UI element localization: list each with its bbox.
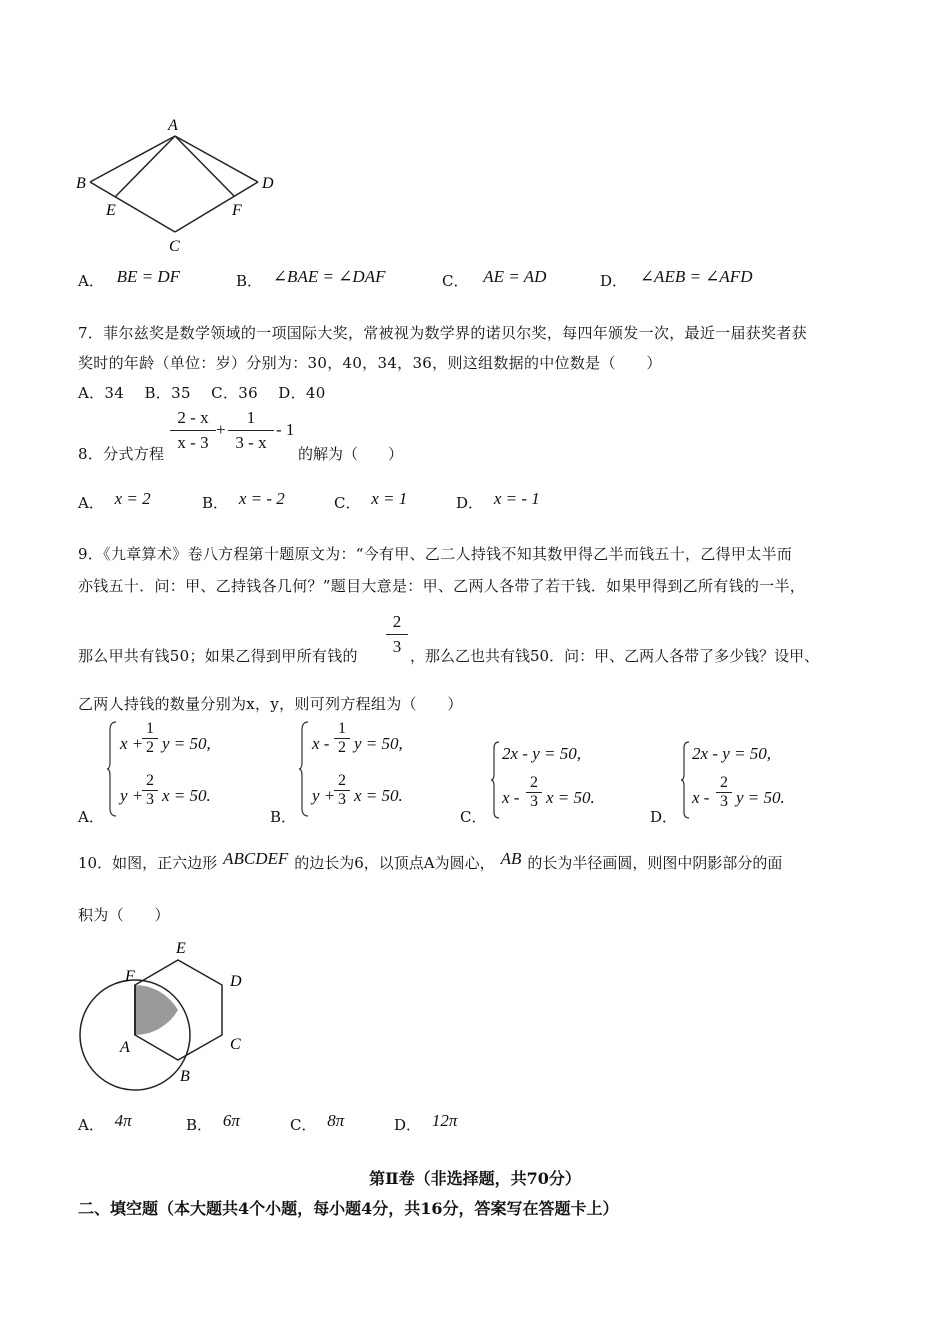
brace-icon xyxy=(490,740,500,820)
eq-row-2: x - xyxy=(502,788,520,807)
option-expr: ∠BAE = ∠DAF xyxy=(272,267,386,286)
eq-row-1: 2x - y = 50, xyxy=(502,744,581,763)
eq-row-2: x - xyxy=(692,788,710,807)
q10-stem-line1 xyxy=(78,849,783,873)
q10-stem-part1: 10．如图，正六边形 xyxy=(78,854,218,872)
q10-stem-part3: 的长为半径画圆，则图中阴影部分的面 xyxy=(527,854,783,872)
eq-row-2: y + xyxy=(120,786,144,805)
q10-option-d[interactable] xyxy=(394,1111,458,1135)
fig10-label-c: C xyxy=(230,1036,241,1053)
option-label: C． xyxy=(442,272,469,290)
q9-stem-line3b: ，那么乙也共有钱50．问：甲、乙两人各带了多少钱？设甲、 xyxy=(410,647,820,665)
q9-option-c[interactable] xyxy=(460,738,640,824)
option-expr: x = - 1 xyxy=(493,489,540,508)
fraction-denominator: x - 3 xyxy=(177,433,209,452)
option-label: B． xyxy=(202,494,229,512)
option-expr: BE = DF xyxy=(116,267,181,286)
option-label: A． xyxy=(78,272,104,290)
q8-rhs: - 1 xyxy=(276,420,295,439)
eq-row-1-rest: y = 50, xyxy=(354,734,403,753)
q10-option-c[interactable] xyxy=(290,1111,345,1135)
option-label: D． xyxy=(600,272,628,290)
q10-stem-line2: 积为（ ） xyxy=(78,906,170,924)
q7-options[interactable]: A．34 B．35 C．36 D．40 xyxy=(78,384,326,402)
q7-stem-line1: 7．菲尔兹奖是数学领域的一项国际大奖，常被视为数学界的诺贝尔奖，每四年颁发一次，最近一届获奖者获 xyxy=(78,324,807,342)
fraction-denominator: 3 xyxy=(392,637,402,656)
option-label: C． xyxy=(290,1116,317,1134)
brace-icon xyxy=(680,740,690,820)
eq-row-1-rest: y = 50, xyxy=(162,734,211,753)
q8-fraction-2 xyxy=(228,408,274,453)
eq-row-2-rest: y = 50. xyxy=(736,788,785,807)
fig10-label-e: E xyxy=(176,940,186,957)
option-label: D． xyxy=(394,1116,422,1134)
q6-option-b[interactable] xyxy=(236,267,386,291)
q8-stem-prefix: 8．分式方程 xyxy=(78,445,165,463)
section-title: 第Ⅱ卷（非选择题，共70分） xyxy=(369,1169,581,1188)
q9-stem-line1: 9．《九章算术》卷八方程第十题原文为：“今有甲、乙二人持钱不知其数甲得乙半而钱五十，乙得甲太半而 xyxy=(78,545,793,563)
q9-option-a[interactable] xyxy=(78,718,258,826)
eq-fraction-1: 1 2 xyxy=(334,720,350,757)
q6-option-a[interactable] xyxy=(78,267,181,291)
fraction-numerator: 1 xyxy=(246,408,256,427)
eq-row-2-rest: x = 50. xyxy=(546,788,595,807)
q6-option-d[interactable] xyxy=(600,267,753,291)
brace-icon xyxy=(298,720,310,818)
option-expr: 8π xyxy=(327,1111,345,1130)
option-label: B． xyxy=(186,1116,213,1134)
option-expr: 12π xyxy=(431,1111,458,1130)
eq-row-2-rest: x = 50. xyxy=(354,786,403,805)
q10-option-a[interactable] xyxy=(78,1111,132,1135)
q8-fraction-1 xyxy=(170,408,216,453)
q8-stem-suffix: 的解为（ ） xyxy=(298,445,404,463)
option-label: A． xyxy=(78,494,104,512)
option-expr: ∠AEB = ∠AFD xyxy=(639,267,753,286)
q8-plus: + xyxy=(216,420,226,439)
q9-stem-line3a: 那么甲共有钱50；如果乙得到甲所有钱的 xyxy=(78,647,358,665)
eq-fraction-1: 1 2 xyxy=(142,720,158,757)
eq-fraction-2: 2 3 xyxy=(142,772,158,809)
eq-row-2-rest: x = 50. xyxy=(162,786,211,805)
q10-hexagon-name: ABCDEF xyxy=(223,849,289,868)
fig6-label-e: E xyxy=(106,202,116,219)
fig6-label-f: F xyxy=(232,202,242,219)
fig10-label-d: D xyxy=(230,973,242,990)
option-label: C． xyxy=(460,808,487,826)
brace-icon xyxy=(106,720,118,818)
q10-stem-part2: 的边长为6，以顶点A为圆心， xyxy=(294,854,495,872)
q9-fraction xyxy=(386,612,408,657)
eq-row-2: y + xyxy=(312,786,336,805)
q6-option-c[interactable] xyxy=(442,267,547,291)
eq-fraction-2: 2 3 xyxy=(334,772,350,809)
option-expr: 4π xyxy=(114,1111,132,1130)
section-heading: 二、填空题（本大题共4个小题，每小题4分，共16分，答案写在答题卡上） xyxy=(78,1199,619,1218)
fig6-label-a: A xyxy=(168,117,178,134)
eq-row-1: x - xyxy=(312,734,330,753)
option-label: B． xyxy=(236,272,263,290)
fig10-label-a: A xyxy=(120,1039,130,1056)
fraction-numerator: 2 - x xyxy=(177,408,209,427)
q9-stem-line4: 乙两人持钱的数量分别为x，y，则可列方程组为（ ） xyxy=(78,695,463,713)
q10-radius-name: AB xyxy=(500,849,522,868)
fig6-label-c: C xyxy=(169,238,180,255)
option-expr: AE = AD xyxy=(483,267,547,286)
fraction-denominator: 3 - x xyxy=(235,433,267,452)
q8-option-d[interactable] xyxy=(456,489,540,513)
option-expr: x = 2 xyxy=(114,489,151,508)
option-label: D． xyxy=(456,494,484,512)
option-expr: x = - 2 xyxy=(238,489,285,508)
q10-option-b[interactable] xyxy=(186,1111,240,1135)
option-expr: 6π xyxy=(222,1111,240,1130)
option-label: A． xyxy=(78,1116,104,1134)
q9-stem-line2: 亦钱五十．问：甲、乙持钱各几何？”题目大意是：甲、乙两人各带了若干钱．如果甲得到乙所有钱的一半， xyxy=(78,577,806,595)
fig6-label-d: D xyxy=(262,175,274,192)
option-label: A． xyxy=(78,808,104,826)
fig10-label-b: B xyxy=(180,1068,190,1085)
option-label: D． xyxy=(650,808,678,826)
option-label: B． xyxy=(270,808,297,826)
q8-option-a[interactable] xyxy=(78,489,151,513)
eq-fraction-2: 2 3 xyxy=(716,774,732,811)
q8-option-c[interactable] xyxy=(334,489,408,513)
q10-figure xyxy=(70,935,270,1095)
fig10-label-f: F xyxy=(125,968,135,985)
option-label: C． xyxy=(334,494,361,512)
eq-fraction-2: 2 3 xyxy=(526,774,542,811)
eq-row-1: 2x - y = 50, xyxy=(692,744,771,763)
q9-option-d[interactable] xyxy=(650,738,830,824)
fraction-numerator: 2 xyxy=(392,612,402,631)
option-expr: x = 1 xyxy=(371,489,408,508)
q7-stem-line2: 奖时的年龄（单位：岁）分别为：30，40，34，36，则这组数据的中位数是（ ） xyxy=(78,354,662,372)
q6-figure xyxy=(70,112,290,257)
eq-row-1: x + xyxy=(120,734,144,753)
q8-option-b[interactable] xyxy=(202,489,285,513)
q9-option-b[interactable] xyxy=(270,718,450,826)
fig6-label-b: B xyxy=(76,175,86,192)
